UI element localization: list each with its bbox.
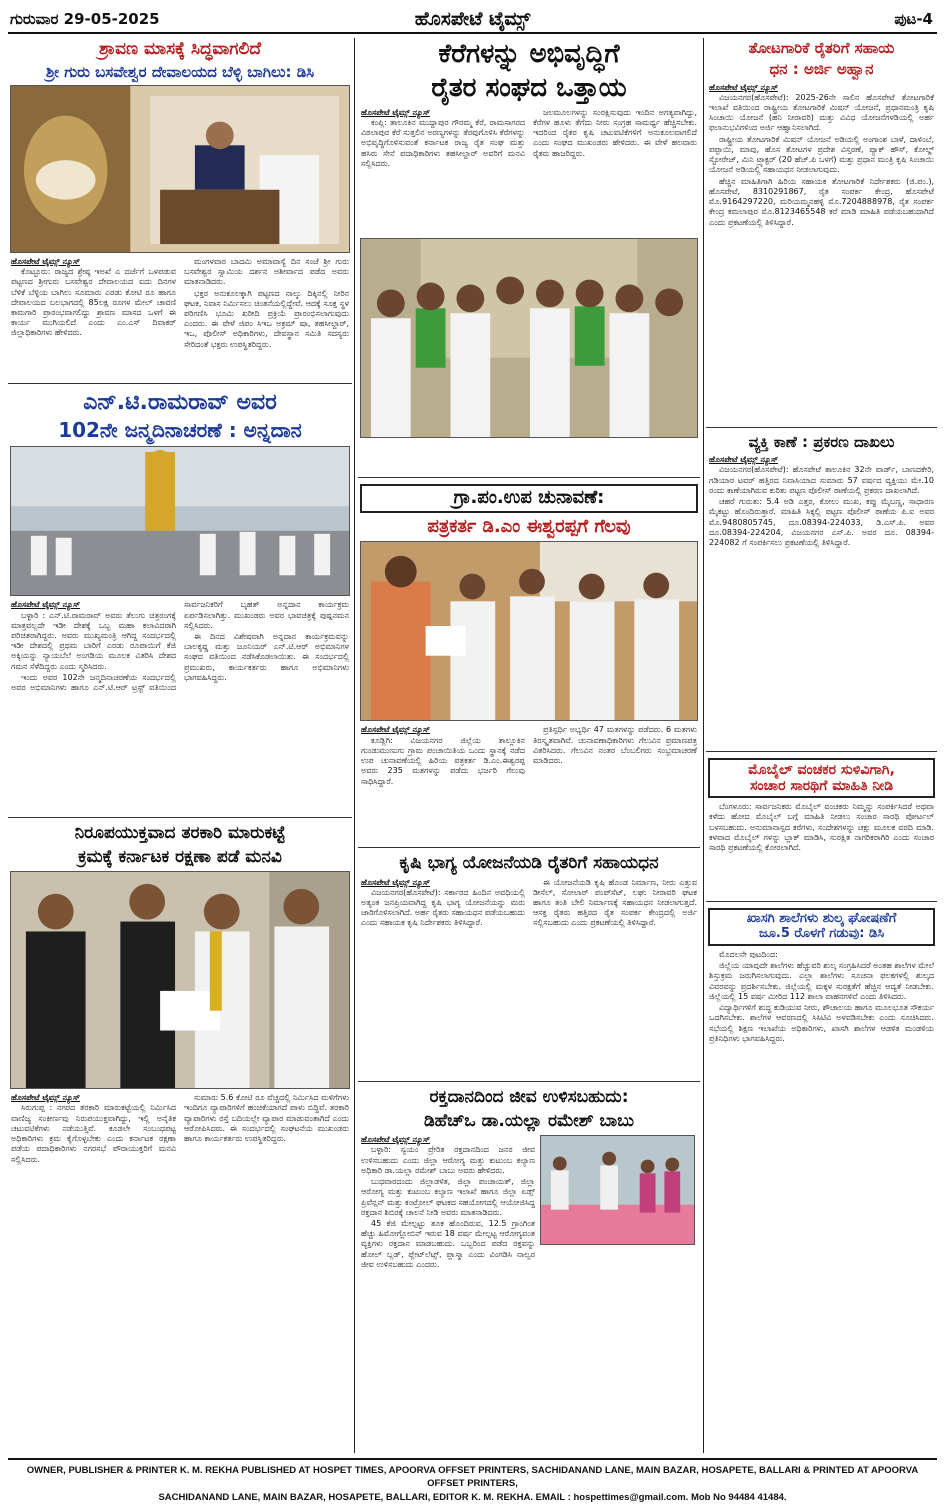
headline: ಕೃಷಿ ಭಾಗ್ಯ ಯೋಜನೆಯಡಿ ರೈತರಿಗೆ ಸಹಾಯಧನ bbox=[399, 853, 659, 873]
headline-sub: ಶ್ರೀ ಗುರು ಬಸವೇಶ್ವರ ದೇವಾಲಯದ ಬೆಳ್ಳಿ ಬಾಗಿಲು: ಡಿಸಿ bbox=[45, 62, 315, 81]
story-body bbox=[706, 453, 937, 551]
story-body bbox=[358, 1133, 538, 1273]
imprint-footer bbox=[8, 1458, 937, 1503]
headline-sub: ಧನ : ಅರ್ಜಿ ಅಹ್ವಾನ bbox=[769, 60, 874, 79]
story-horticulture bbox=[706, 38, 937, 428]
story-krishi-bhagya bbox=[358, 852, 700, 1082]
byline: ಹೊಸಪೇಟೆ ಟೈಮ್ಸ್ ನ್ಯೂಸ್ bbox=[11, 1093, 80, 1103]
headline-line: ಸಂಚಾರ ಸಾರಥಿಗೆ ಮಾಹಿತಿ ನೀಡಿ bbox=[749, 778, 894, 795]
photo-memorandum bbox=[10, 871, 350, 1089]
paragraph: ಬುಧವಾರದಂದು ಜಿಲ್ಲಾಡಳಿತ, ಜಿಲ್ಲಾ ಪಂಚಾಯತ್, ಜಿಲ್ಲಾ ಆರೋಗ್ಯ ಮತ್ತು ಕುಟುಂಬ ಕಲ್ಯಾಣ ಇಲಾಖೆ ಹಾಗೂ ಜಿಲ್ಲಾ ಏಡ್ಸ್ ಪ್ರಿವೆನ್ಷನ್ ಮತ್ತು ಕಂಟ್ರೋಲ್ ಘಟಕದ ಸಹಯೋಗದಲ್ಲಿ ಆಯೋಜಿಸಿದ್ದ ರಕ್ತದಾನ ಶಿಬಿರಕ್ಕೆ ಚಾಲನೆ ನೀಡಿ ಅವರು ಮಾತನಾಡಿದರು. bbox=[361, 1177, 535, 1217]
photo-ntr-statue bbox=[10, 446, 350, 596]
paragraph: ಜಲಮೂಲಗಳನ್ನು ಸಂರಕ್ಷಿಸುವುದು ಇಂದಿನ ಅಗತ್ಯವಾಗಿದ್ದು, ಕೆರೆಗಳ ಹೂಳು ತೆಗೆದು ನೀರು ಸಂಗ್ರಹ ಸಾಮರ್ಥ್ಯ ಹೆಚ್ಚಿಸಬೇಕು. ಇದರಿಂದ ರೈತರ ಕೃಷಿ ಚಟುವಟಿಕೆಗಳಿಗೆ ಅನುಕೂಲವಾಗಲಿದೆ ಎಂದು ಸಂಘದ ಮುಖಂಡರು ಹೇಳಿದರು. ಈ ವೇಳೆ ಹಲವಾರು ರೈತರು ಹಾಜರಿದ್ದರು. bbox=[533, 107, 697, 158]
byline: ಹೊಸಪೇಟೆ ಟೈಮ್ಸ್ ನ್ಯೂಸ್ bbox=[361, 107, 430, 117]
byline: ಹೊಸಪೇಟೆ ಟೈಮ್ಸ್ ನ್ಯೂಸ್ bbox=[709, 82, 778, 92]
headline-sub: ರೈತರ ಸಂಘದ ಒತ್ತಾಯ bbox=[431, 72, 627, 103]
paragraph: ವಿಜಯನಗರ(ಹೊಸಪೇಟೆ): ಸರ್ಕಾರದ ಹಿಂದಿನ ಅವಧಿಯಲ್ಲಿ ಅತ್ಯಂತ ಜನಪ್ರಿಯವಾಗಿದ್ದ ಕೃಷಿ ಭಾಗ್ಯ ಯೋಜನೆಯನ್ನು ಮರು ಜಾರಿಗೊಳಿಸಲಾಗಿದೆ. ಅರ್ಹ ರೈತರು ಸಹಾಯಧನ ಪಡೆಯಬಹುದು ಎಂದು ಸಹಾಯಕ ಕೃಷಿ ನಿರ್ದೇಶಕರು ತಿಳಿಸಿದ್ದಾರೆ. bbox=[361, 887, 525, 928]
imprint-line: SACHIDANAND LANE, MAIN BAZAR, HOSAPETE, BALLARI, EDITOR K. M. REKHA. EMAIL : hospettimes@gmail.com. Mob No 94484 41484. bbox=[158, 1491, 787, 1503]
paragraph: ವಿದ್ಯಾರ್ಥಿಗಳಿಗೆ ಶುದ್ಧ ಕುಡಿಯುವ ನೀರು, ಶೌಚಾಲಯ ಹಾಗೂ ಮೂಲಭೂತ ಸೌಕರ್ಯ ಒದಗಿಸಬೇಕು. ಶಾಲೆಗಳ ಆವರಣದಲ್ಲಿ ಸಿಸಿಟಿವಿ ಅಳವಡಿಸಬೇಕು ಎಂದು ಸೂಚಿಸಿದರು. ಸಭೆಯಲ್ಲಿ ಶಿಕ್ಷಣ ಇಲಾಖೆಯ ಅಧಿಕಾರಿಗಳು, ಖಾಸಗಿ ಶಾಲೆಗಳ ಆಡಳಿತ ಮಂಡಳಿಯ ಪ್ರತಿನಿಧಿಗಳು ಭಾಗವಹಿಸಿದ್ದರು. bbox=[709, 1003, 934, 1043]
photo-dc-temple bbox=[10, 85, 350, 253]
story-body bbox=[8, 1091, 352, 1167]
photo-farmers bbox=[360, 238, 698, 438]
story-vegetable-market bbox=[8, 822, 352, 1453]
page-number: ಪುಟ-4 bbox=[894, 10, 933, 28]
story-body bbox=[358, 876, 700, 932]
photo-blood-camp bbox=[540, 1135, 695, 1245]
headline: ರಕ್ತದಾನದಿಂದ ಜೀವ ಉಳಿಸಬಹುದು: bbox=[429, 1087, 629, 1107]
paragraph: ಚಹರೆ ಗುರುತು: 5.4 ಅಡಿ ಎತ್ತರ, ಕೋಲು ಮುಖ, ಕಪ್ಪು ಮೈಬಣ್ಣ, ಸಾಧಾರಣ ಮೈಕಟ್ಟು ಹೊಂದಿರುತ್ತಾರೆ. ಮಾಹಿತಿ ಸಿಕ್ಕಲ್ಲಿ ಪಟ್ಟಣ ಪೊಲೀಸ್ ಠಾಣೆಯ ಪಿ.ಐ ಅವರ ಮೊ.9480805745, ದೂ.08394-224033, ಡಿ.ಎಸ್.ಪಿ. ಅವರ ದೂ.08394-224204, ವಿಜಯನಗರ ಎಸ್.ಪಿ. ಅವರ ದೂ. 08394-224082 ಗೆ ಸಂಪರ್ಕಿಸಲು ಪ್ರಕಟಣೆಯಲ್ಲಿ ತಿಳಿಸಿದ್ದಾರೆ. bbox=[709, 497, 934, 548]
story-blood-donation bbox=[358, 1086, 700, 1453]
headline bbox=[708, 758, 935, 798]
paragraph: 45 ಕೆಜಿ ಮೇಲ್ಪಟ್ಟು ತೂಕ ಹೊಂದಿರುವ, 12.5 ಗ್ರಾಂಗಿಂತ ಹೆಚ್ಚು ಹಿಮೋಗ್ಲೋಬಿನ್ ಇರುವ 18 ವರ್ಷ ಮೇಲ್ಪಟ್ಟ ಆರೋಗ್ಯವಂತ ವ್ಯಕ್ತಿಗಳು ರಕ್ತದಾನ ಮಾಡಬಹುದು. ಒಬ್ಬರಿಂದ ಪಡೆದ ರಕ್ತವನ್ನು ಹೋಲ್ ಬ್ಲಡ್, ಪ್ಲೇಟ್‌ಲೆಟ್ಸ್, ಪ್ಲಾಸ್ಮಾ ಎಂದು ವಿಂಗಡಿಸಿ ನಾಲ್ವರ ಜೀವ ಉಳಿಸಬಹುದು ಎಂದರು. bbox=[361, 1218, 535, 1269]
story-content bbox=[358, 1133, 700, 1273]
paragraph: ಕಂಪ್ಲಿ: ತಾಲೂಕಿನ ಮುದ್ದಾಪುರ ಗೌರಮ್ಮ ಕೆರೆ, ರಾಮಸಾಗರದ ವಿಠಲಾಪುರ ಕೆರೆ ಸುತ್ತಲಿನ ಅರಣ್ಯಗಳನ್ನು ತೆರವುಗೊಳಿಸಿ ಕೆರೆಗಳನ್ನು ಅಭಿವೃದ್ಧಿಗೊಳಿಸುವಂತೆ ಕರ್ನಾಟಕ ರಾಜ್ಯ ರೈತ ಸಂಘ ಮತ್ತು ಹಸಿರು ಸೇನೆ ಪದಾಧಿಕಾರಿಗಳು ತಹಸೀಲ್ದಾರ್ ಅವರಿಗೆ ಮನವಿ ಸಲ್ಲಿಸಿದರು. bbox=[361, 118, 525, 168]
story-private-schools bbox=[706, 906, 937, 1453]
headline: ವ್ಯಕ್ತಿ ಕಾಣೆ : ಪ್ರಕರಣ ದಾಖಲು bbox=[748, 433, 895, 451]
headline-sub: ಪತ್ರಕರ್ತ ಡಿ.ಎಂ ಈಶ್ವರಪ್ಪಗೆ ಗೆಲವು bbox=[427, 515, 631, 537]
byline: ಹೊಸಪೇಟೆ ಟೈಮ್ಸ್ ನ್ಯೂಸ್ bbox=[709, 455, 778, 465]
paragraph: ಬಳ್ಳಾರಿ: ಸ್ವಯಂ ಪ್ರೇರಿತ ರಕ್ತದಾನದಿಂದ ಜನರ ಜೀವ ಉಳಿಸಬಹುದು ಎಂದು ಜಿಲ್ಲಾ ಆರೋಗ್ಯ ಮತ್ತು ಕುಟುಂಬ ಕಲ್ಯಾಣ ಅಧಿಕಾರಿ ಡಾ.ಯಲ್ಲಾ ರಮೇಶ್ ಬಾಬು ಅವರು ಹೇಳಿದರು. bbox=[361, 1145, 535, 1175]
paragraph: ಕೂಡ್ಲಿಗಿ: ವಿಜಯನಗರ ಜಿಲ್ಲೆಯ ತಾಲ್ಲೂಕಿನ ಗುಂಡುಮುಣುಗು ಗ್ರಾಮ ಪಂಚಾಯಿತಿಯ ಒಂದು ಸ್ಥಾನಕ್ಕೆ ನಡೆದ ಉಪ ಚುನಾವಣೆಯಲ್ಲಿ ಹಿರಿಯ ಪತ್ರಕರ್ತ ಡಿ.ಎಂ.ಈಶ್ವರಪ್ಪ ಅವರು 235 ಮತಗಳನ್ನು ಪಡೆದು ಭರ್ಜರಿ ಗೆಲುವು ಸಾಧಿಸಿದ್ದಾರೆ. bbox=[361, 735, 525, 786]
story-ntr bbox=[8, 388, 352, 818]
story-body bbox=[706, 948, 937, 1047]
paragraph: ಈ ಯೋಜನೆಯಡಿ ಕೃಷಿ ಹೊಂಡ ನಿರ್ಮಾಣ, ನೀರು ಎತ್ತುವ ಡೀಸೆಲ್, ಸೋಲಾರ್ ಪಂಪ್‌ಸೆಟ್, ಲಘು ನೀರಾವರಿ ಘಟಕ ಹಾಗೂ ತಂತಿ ಬೇಲಿ ನಿರ್ಮಾಣಕ್ಕೆ ಸಹಾಯಧನ ನೀಡಲಾಗುತ್ತದೆ. ಆಸಕ್ತ ರೈತರು ಹತ್ತಿರದ ರೈತ ಸಂಪರ್ಕ ಕೇಂದ್ರದಲ್ಲಿ ಅರ್ಜಿ ಸಲ್ಲಿಸಬಹುದು ಎಂದು ಪ್ರಕಟಣೆಯಲ್ಲಿ ತಿಳಿಸಿದ್ದಾರೆ. bbox=[533, 877, 697, 928]
column-divider bbox=[703, 38, 704, 1453]
story-gram-panchayat bbox=[358, 482, 700, 848]
story-body bbox=[358, 723, 700, 788]
paragraph: ಜಿಲ್ಲೆಯ ಯಾವುದೇ ಶಾಲೆಗಳು ಹೆಚ್ಚುವರಿ ಶುಲ್ಕ ಸಂಗ್ರಹಿಸಿದರೆ ಅಂತಹ ಶಾಲೆಗಳ ಮೇಲೆ ಶಿಸ್ತುಕ್ರಮ ಜರುಗಿಸಲಾಗುವುದು. ಎಲ್ಲಾ ಶಾಲೆಗಳು ಸೂಚನಾ ಫಲಕಗಳಲ್ಲಿ ಶುಲ್ಕದ ವಿವರವನ್ನು ಪ್ರದರ್ಶಿಸಬೇಕು. ಜಿಲ್ಲೆಯಲ್ಲಿ ಮಕ್ಕಳ ಸುರಕ್ಷತೆಗೆ ಹೆಚ್ಚಿನ ಆದ್ಯತೆ ನೀಡಬೇಕು. ಜಿಲ್ಲೆಯಲ್ಲಿ 15 ವರ್ಷ ಮೀರಿದ 112 ಶಾಲಾ ವಾಹನಗಳಿವೆ ಎಂದು ತಿಳಿಸಿದರು. bbox=[709, 961, 934, 1001]
headline-sub: ಡಿಹೆಚ್ಒ ಡಾ.ಯಲ್ಲಾ ರಮೇಶ್ ಬಾಬು bbox=[423, 1110, 635, 1131]
paragraph: ಇಂದು ಅವರ 102ನೇ ಜನ್ಮದಿನಾಚರಣೆಯ ಸಂದರ್ಭದಲ್ಲಿ ಅವರ ಅಭಿಮಾನಿಗಳು ಹಾಗೂ ಎನ್.ಟಿ.ಆರ್ ಟ್ರಸ್ಟ್ ವತಿಯಿಂದ ಸಾರ್ವಜನಿಕರಿಗೆ ಬೃಹತ್ ಅನ್ನದಾನ ಕಾರ್ಯಕ್ರಮ ಏರ್ಪಡಿಸಲಾಗಿತ್ತು. ಮುಖಂಡರು ಅವರ ಭಾವಚಿತ್ರಕ್ಕೆ ಪುಷ್ಪನಮನ ಸಲ್ಲಿಸಿದರು. bbox=[11, 600, 349, 693]
headline: ಗ್ರಾ.ಪಂ.ಉಪ ಚುನಾವಣೆ: bbox=[360, 484, 698, 513]
paragraph: ರಾಷ್ಟ್ರೀಯ ತೋಟಗಾರಿಕೆ ಮಿಷನ್ ಯೋಜನೆ ಅಡಿಯಲ್ಲಿ ಅಂಗಾಂಶ ಬಾಳೆ, ದಾಳಿಂಬೆ, ಪಪ್ಪಾಯಿ, ಮಾವು, ಹೊಸ ತೋಟಗಳ ಪ್ರದೇಶ ವಿಸ್ತರಣೆ, ಪ್ಯಾಕ್ ಹೌಸ್, ಕೋಲ್ಡ್ ಸ್ಟೋರೇಜ್, ಮಿನಿ ಟ್ರ್ಯಾಕ್ಟರ್ (20 ಹೆಚ್.ಪಿ ಒಳಗೆ) ಮತ್ತು ಪ್ರಧಾನ ಮಂತ್ರಿ ಕೃಷಿ ಸಿಂಚಾಯಿ ಯೋಜನೆ ಅಡಿಯಲ್ಲಿ ಸಹಾಯಧನ ನೀಡಲಾಗುವುದು. bbox=[709, 134, 934, 175]
masthead bbox=[8, 6, 937, 34]
byline: ಹೊಸಪೇಟೆ ಟೈಮ್ಸ್ ನ್ಯೂಸ್ bbox=[361, 1135, 430, 1145]
paper-name: ಹೊಸಪೇಟೆ ಟೈಮ್ಸ್ bbox=[414, 8, 531, 30]
story-body bbox=[706, 81, 937, 231]
byline: ಹೊಸಪೇಟೆ ಟೈಮ್ಸ್ ನ್ಯೂಸ್ bbox=[361, 725, 430, 735]
paragraph: ಸುಮಾರು 5.6 ಕೋಟಿ ರೂ ವೆಚ್ಚದಲ್ಲಿ ನಿರ್ಮಿಸಿದ ಮಳಿಗೆಗಳು ಇಂದಿಗೂ ವ್ಯಾಪಾರಿಗಳಿಗೆ ಹಂಚಿಕೆಯಾಗದೆ ಪಾಳು ಬಿದ್ದಿವೆ. ತರಕಾರಿ ವ್ಯಾಪಾರಿಗಳು ರಸ್ತೆ ಬದಿಯಲ್ಲೇ ವ್ಯಾಪಾರ ಮಾಡುವಂತಾಗಿದೆ ಎಂದು ಆರೋಪಿಸಿದರು. ಈ ಸಂದರ್ಭದಲ್ಲಿ ಸಂಘಟನೆಯ ಮುಖಂಡರು ಹಾಗೂ ಕಾರ್ಯಕರ್ತರು ಉಪಸ್ಥಿತರಿದ್ದರು. bbox=[184, 1093, 349, 1144]
paragraph: ಮೊದಲನೇ ಪುಟದಿಂದ: bbox=[719, 949, 778, 959]
headline-line: ಜೂ.5 ರೊಳಗೆ ಗಡುವು: ಡಿಸಿ bbox=[758, 925, 885, 941]
paragraph: ವಿಜಯನಗರ(ಹೊಸಪೇಟೆ): 2025-26ನೇ ಸಾಲಿನ ಹೊಸಪೇಟೆ ತೋಟಗಾರಿಕೆ ಇಲಾಖೆ ವತಿಯಿಂದ ರಾಷ್ಟ್ರೀಯ ತೋಟಗಾರಿಕೆ ಮಿಷನ್ ಯೋಜನೆ, ಪ್ರಧಾನಮಂತ್ರಿ ಕೃಷಿ ಸಿಂಚಾಯಿ ಯೋಜನೆ (ಹನಿ ನೀರಾವರಿ) ಮತ್ತು ವಿವಿಧ ಯೋಜನೆಗಳಡಿಯಲ್ಲಿ ಅರ್ಹ ಫಲಾನುಭವಿಗಳಿಂದ ಅರ್ಜಿ ಆಹ್ವಾನಿಸಲಾಗಿದೆ. bbox=[709, 92, 934, 133]
paragraph: ಹೆಚ್ಚಿನ ಮಾಹಿತಿಗಾಗಿ ಹಿರಿಯ ಸಹಾಯಕ ತೋಟಗಾರಿಕೆ ನಿರ್ದೇಶಕರು (ಜಿ.ಪಂ.), ಹೊಸಪೇಟೆ, 8310291867, ರೈತ ಸಂಪರ್ಕ ಕೇಂದ್ರ, ಹೊಸಪೇಟೆ ಮೊ.9164297220, ಮರಿಯಮ್ಮನಹಳ್ಳಿ ಮೊ.7204888978, ರೈತ ಸಂಪರ್ಕ ಕೇಂದ್ರ ಕಮಲಾಪುರ ಮೊ.8123465548 ಕರೆ ಮಾಡಿ ಮಾಹಿತಿ ಪಡೆಯಬಹುದಾಗಿದೆ ಎಂದು ಪ್ರಕಟಣೆಯಲ್ಲಿ ತಿಳಿಸಿದ್ದಾರೆ. bbox=[709, 176, 934, 227]
byline: ಹೊಸಪೇಟೆ ಟೈಮ್ಸ್ ನ್ಯೂಸ್ bbox=[11, 256, 80, 266]
paragraph: ಮಂಗಳವಾರ ಬಾದಮಿ ಅಮಾವಾಸ್ಯೆ ದಿನ ಸಂಜೆ ಶ್ರೀ ಗುರು ಬಸವೇಶ್ವರ ಸ್ವಾಮಿಯ ದರ್ಶನ ಅಶೀರ್ವಾದ ಪಡೆದ ಅವರು ಮಾತನಾಡಿದರು. bbox=[184, 256, 349, 287]
headline: ಎನ್.ಟಿ.ರಾಮರಾವ್ ಅವರ bbox=[83, 390, 277, 415]
paragraph: ಈ ದಿನದ ವಿಶೇಷವಾಗಿ ಅನ್ನದಾನ ಕಾರ್ಯಕ್ರಮವನ್ನು ಬಾಲಕೃಷ್ಣ ಮತ್ತು ಜೂನಿಯರ್ ಎನ್.ಟಿ.ಆರ್ ಅಭಿಮಾನಿಗಳ ಸಂಘದ ವತಿಯಿಂದ ನಡೆಸಿಕೊಡಲಾಯಿತು. ಈ ಸಂದರ್ಭದಲ್ಲಿ ಪ್ರಮುಖರು, ಕಾರ್ಯಕರ್ತರು ಹಾಗೂ ಅಭಿಮಾನಿಗಳು ಭಾಗವಹಿಸಿದ್ದರು. bbox=[184, 632, 349, 682]
paragraph: ಪ್ರತಿಸ್ಪರ್ಧಿ ಅಭ್ಯರ್ಥಿ 47 ಮತಗಳನ್ನು ಪಡೆದರು. 6 ಮತಗಳು ತಿರಸ್ಕೃತವಾಗಿವೆ. ಚುನಾವಣಾಧಿಕಾರಿಗಳು ಗೆಲುವಿನ ಪ್ರಮಾಣಪತ್ರ ವಿತರಿಸಿದರು. ಗೆಲುವಿನ ನಂತರ ಬೆಂಬಲಿಗರು ಸಂಭ್ರಮಾಚರಣೆ ಮಾಡಿದರು. bbox=[533, 725, 697, 766]
paragraph: ಬೆಂಗಳೂರು: ಸಾರ್ವಜನಿಕರು ಮೊಬೈಲ್ ವಂಚಕರು ನಿಮ್ಮನ್ನು ಸಂಪರ್ಕಿಸಿದರೆ ಅಥವಾ ಕಳೆದು ಹೋದ ಮೊಬೈಲ್ ಬಗ್ಗೆ ಮಾಹಿತಿ ನೀಡಲು ಸಂಚಾರ ಸಾರಥಿ ಪೋರ್ಟಲ್ ಬಳಸಬಹುದು. ಅನುಮಾನಾಸ್ಪದ ಕರೆಗಳು, ಸಂದೇಶಗಳನ್ನು ಚಕ್ಷು ಮೂಲಕ ವರದಿ ಮಾಡಿ. ಕಳವಾದ ಮೊಬೈಲ್ ಗಳನ್ನು ಬ್ಲಾಕ್ ಮಾಡಿಸಿ, ಸುರಕ್ಷಿತ ನಾಗರಿಕರಾಗಿರಿ ಎಂದು ಸಂಚಾರ ಸಾರಥಿ ಪ್ರಕಟಣೆಯಲ್ಲಿ ಕೋರಲಾಗಿದೆ. bbox=[709, 802, 934, 853]
imprint-line: OWNER, PUBLISHER & PRINTER K. M. REKHA PUBLISHED AT HOSPET TIMES, APOORVA OFFSET PRINTERS, SACHIDANAND LANE, MAIN BAZAR, HOSAPETE, BALLARI & PRINTED AT APOORVA OFFSET PRINTERS, bbox=[26, 1465, 919, 1490]
byline: ಹೊಸಪೇಟೆ ಟೈಮ್ಸ್ ನ್ಯೂಸ್ bbox=[361, 877, 430, 887]
paragraph: ಭಕ್ತರ ಅನುಕೂಲಕ್ಕಾಗಿ ಪಟ್ಟಣದ ನಾಲ್ಕು ದಿಕ್ಕಿನಲ್ಲಿ ನೀರಿನ ಘಟಕ, ನಿವಾಸ ನಿರ್ಮಿಸಲು ಚಿಂತನೆಯಲ್ಲಿದ್ದೇವೆ. ಆದಕ್ಕೆ ಸೂಕ್ತ ಸ್ಥಳ ಪರಿಗಣಿಸಿ ಭೂಮಿ ಖರೀದಿ ಪ್ರಕ್ರಿಯೆ ಪ್ರಾರಂಭಿಸಲಾಗುವುದು ಎಂದರು. ಈ ವೇಳೆ ಜಿಪಂ ಸಿಇಒ ಅಕ್ರಮ್ ಷಾ, ತಹಸೀಲ್ದಾರ್, ಇಒ, ಪೊಲೀಸ್ ಅಧಿಕಾರಿಗಳು, ದೇವಸ್ಥಾನ ಸಮಿತಿ ಸದಸ್ಯರು ಸೇರಿದಂತೆ ಭಕ್ತರು ಉಪಸ್ಥಿತರಿದ್ದರು. bbox=[184, 288, 349, 349]
column-divider bbox=[354, 38, 355, 1453]
story-lakes bbox=[358, 38, 700, 478]
story-body bbox=[706, 800, 937, 856]
story-missing-person bbox=[706, 432, 937, 752]
story-body bbox=[8, 255, 352, 352]
photo-election-certificate bbox=[360, 541, 698, 721]
headline bbox=[708, 908, 935, 946]
story-body bbox=[8, 598, 352, 695]
story-body bbox=[358, 106, 700, 236]
headline: ತೋಟಗಾರಿಕೆ ರೈತರಿಗೆ ಸಹಾಯ bbox=[748, 39, 895, 57]
story-mobile-fraud bbox=[706, 756, 937, 902]
headline: ಶ್ರಾವಣ ಮಾಸಕ್ಕೆ ಸಿದ್ಧವಾಗಲಿದೆ bbox=[99, 39, 261, 59]
paragraph: ಸಿರುಗುಪ್ಪ : ನಗರದ ತರಕಾರಿ ಮಾರುಕಟ್ಟೆಯಲ್ಲಿ ನಿರ್ಮಿಸಿದ ವಾಣಿಜ್ಯ ಸಂಕೀರ್ಣವು ನಿರುಪಯುಕ್ತವಾಗಿದ್ದು, ಇಲ್ಲಿ ಅನೈತಿಕ ಚಟುವಟಿಕೆಗಳು ನಡೆಯುತ್ತಿವೆ. ಕೂಡಲೇ ಸಂಬಂಧಪಟ್ಟ ಅಧಿಕಾರಿಗಳು ಕ್ರಮ ಕೈಗೊಳ್ಳಬೇಕು ಎಂದು ಕರ್ನಾಟಕ ರಕ್ಷಣಾ ಪಡೆಯ ಪದಾಧಿಕಾರಿಗಳು ನಗರಸಭೆ ಪೌರಾಯುಕ್ತರಿಗೆ ಮನವಿ ಸಲ್ಲಿಸಿದರು. bbox=[11, 1103, 176, 1164]
story-shravana bbox=[8, 38, 352, 384]
paragraph: ಕೊಟ್ಟೂರು: ರಾಜ್ಯದ ಶ್ರೇಷ್ಠ ಇಅಖೆ ಎ ದರ್ಜೆಗೆ ಒಳಪಡುವ ಪಟ್ಟಣದ ಶ್ರೀಗುರು ಬಸವೇಶ್ವರ ದೇವಾಲಯದ ಐದು ದಿನಗಳ ಬೆಳಿಕೆ ಬೆಳ್ಳಿಯ ಬಾಗಿಲು ಸೂಮಾರು ಎರಡು ಕೋಟಿ ರೂ ಹಾಗೂ ದೇವಾಲಯದ ಬಲಭಾಗದಲ್ಲಿ 85ಲಕ್ಷ ರೂಗಳ ಮೇಲ್ ಚಾವಣಿ ಕಾಮಗಾರಿ ಪ್ರಾರಂಭವಾಗಲಿದ್ದು ಶ್ರಾವಣ ಮಾಸದ ಒಳಗೆ ಈ ಕಾರ್ಯ ಮುಗಿಯಲಿದೆ ಎಂದು ಎಂ.ಎಸ್ ದಿವಾಕರ್ ಜಿಲ್ಲಾಧಿಕಾರಿಗಳು ಹೇಳಿದರು. bbox=[11, 267, 176, 338]
paragraph: ವಿಜಯನಗರ(ಹೊಸಪೇಟೆ): ಹೊಸಪೇಟೆ ತಾಲೂಕಿನ 32ನೇ ವಾರ್ಡ್, ಬಾಣದಕೇರಿ, ಗಡಿಯಾರ ಟವರ್ ಹತ್ತಿರದ ನಿವಾಸಿಯಾದ ಸುಮಾರು 57 ವರ್ಷದ ವ್ಯಕ್ತಿಯು ಮೇ.10 ರಂದು ಕಾಣೆಯಾಗಿರುವ ಕುರಿತು ಪಟ್ಟಣ ಪೊಲೀಸ್ ಠಾಣೆಯಲ್ಲಿ ಪ್ರಕರಣ ದಾಖಲಾಗಿದೆ. bbox=[709, 465, 934, 495]
headline: ನಿರೂಪಯುಕ್ತವಾದ ತರಕಾರಿ ಮಾರುಕಟ್ಟೆ bbox=[74, 823, 286, 843]
headline-line: ಮೊಬೈಲ್ ವಂಚಕರ ಸುಳಿವಿಗಾಗಿ, bbox=[748, 762, 895, 778]
headline: ಕೆರೆಗಳನ್ನು ಅಭಿವೃದ್ಧಿಗೆ bbox=[438, 39, 620, 69]
headline-sub: ಕ್ರಮಕ್ಕೆ ಕರ್ನಾಟಕ ರಕ್ಷಣಾ ಪಡೆ ಮನವಿ bbox=[78, 846, 282, 867]
paragraph: ಬಳ್ಳಾರಿ : ಎನ್.ಟಿ.ರಾಮರಾವ್ ಅವರು ತೆಲುಗು ಚಿತ್ರರಂಗಕ್ಕೆ ಮಾತ್ರವಲ್ಲದೇ ಇಡೀ ದೇಶಕ್ಕೆ ಒಬ್ಬ ಮಹಾ ಕಲಾವಿದರಾಗಿ ಪರಿಚಿತರಾಗಿದ್ದರು. ಅವರು ಮುಖ್ಯಮಂತ್ರಿ ಆಗಿದ್ದ ಸಂದರ್ಭದಲ್ಲಿ ಇಡೀ ದೇಶದಲ್ಲಿ ಪ್ರಥಮ ಬಾರಿಗೆ ಎರಡು ರೂಪಾಯಿಗೆ ಕೆಜಿ ಅಕ್ಕಿಯನ್ನು ನ್ಯಾಯಬೆಲೆ ಅಂಗಡಿಯ ಮೂಲಕ ವಿತರಿಸಿ ದೇಶದ ಗಮನ ಸೆಳೆದಿದ್ದರು ಎಂದು ಸ್ಮರಿಸಿದರು. bbox=[11, 610, 176, 671]
byline: ಹೊಸಪೇಟೆ ಟೈಮ್ಸ್ ನ್ಯೂಸ್ bbox=[11, 600, 80, 610]
headline-line: ಖಾಸಗಿ ಶಾಲೆಗಳು ಶುಲ್ಕ ಘೋಷಣೆಗೆ bbox=[746, 911, 897, 926]
headline-sub: 102ನೇ ಜನ್ಮದಿನಾಚರಣೆ : ಅನ್ನದಾನ bbox=[58, 418, 302, 443]
issue-date: ಗುರುವಾರ 29-05-2025 bbox=[10, 10, 160, 28]
